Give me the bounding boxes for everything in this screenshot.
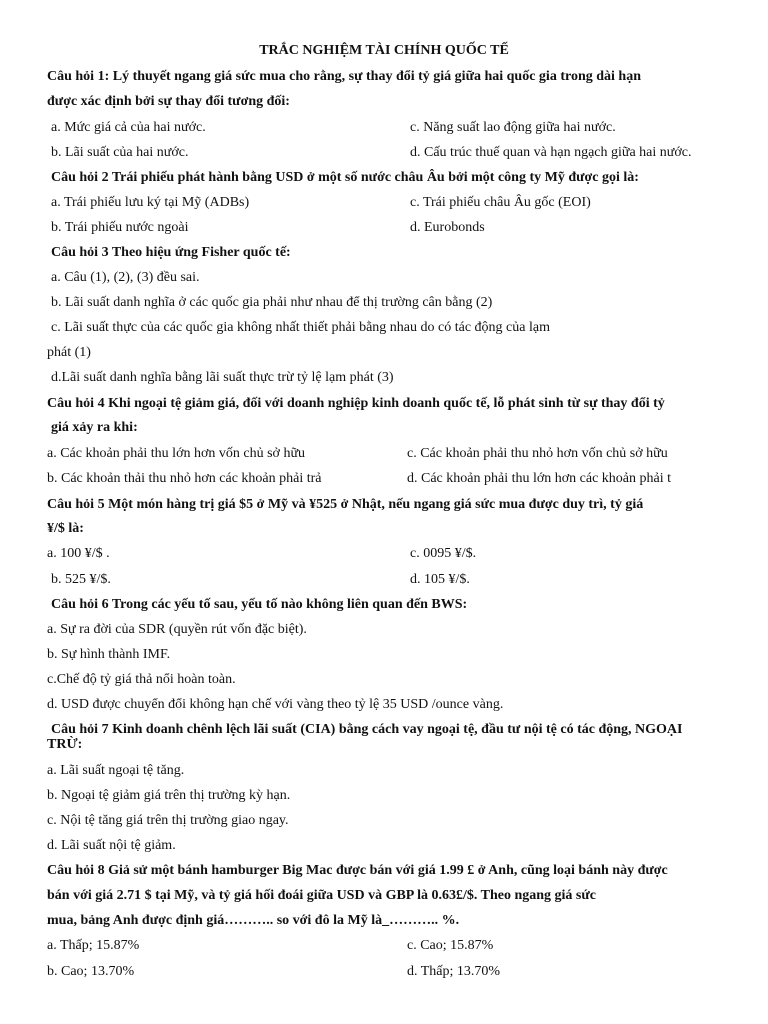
question-2-option-c: c. Trái phiếu châu Âu gốc (EOI)	[410, 195, 591, 210]
question-5-option-a: a. 100 ¥/$ .	[47, 546, 110, 561]
question-7-option-b: b. Ngoại tệ giảm giá trên thị trường kỳ hạn.	[47, 788, 291, 803]
question-1-option-a: a. Mức giá cả của hai nước.	[51, 120, 206, 135]
question-4-stem-line-1: Câu hỏi 4 Khi ngoại tệ giảm giá, đối với doanh nghiệp kinh doanh quốc tế, lỗ phát sinh từ sự thay đổi tỷ	[47, 396, 665, 411]
question-3-option-c-line-2: phát (1)	[47, 345, 91, 360]
document-title: TRẮC NGHIỆM TÀI CHÍNH QUỐC TẾ	[259, 43, 509, 58]
question-5-option-d: d. 105 ¥/$.	[410, 572, 470, 587]
question-4-option-c: c. Các khoản phải thu nhỏ hơn vốn chủ sở hữu	[407, 446, 668, 461]
question-7-stem-line-1: Câu hỏi 7 Kinh doanh chênh lệch lãi suất (CIA) bằng cách vay ngoại tệ, đầu tư nội tệ có tác động, NGOẠI	[51, 722, 683, 737]
question-3-option-d: d.Lãi suất danh nghĩa bằng lãi suất thực trừ tỷ lệ lạm phát (3)	[51, 370, 394, 385]
question-1-option-d: d. Cấu trúc thuế quan và hạn ngạch giữa hai nước.	[410, 145, 692, 160]
question-3-option-c-line-1: c. Lãi suất thực của các quốc gia không nhất thiết phải bằng nhau do có tác động của lạm	[51, 320, 550, 335]
question-8-option-d: d. Thấp; 13.70%	[407, 964, 501, 979]
question-3-stem: Câu hỏi 3 Theo hiệu ứng Fisher quốc tế:	[51, 245, 291, 260]
question-4-stem-line-2: giá xảy ra khi:	[51, 420, 138, 435]
question-3-option-a: a. Câu (1), (2), (3) đều sai.	[51, 270, 200, 285]
question-7-option-d: d. Lãi suất nội tệ giảm.	[47, 838, 176, 853]
question-2-option-a: a. Trái phiếu lưu ký tại Mỹ (ADBs)	[51, 195, 250, 210]
question-8-option-c: c. Cao; 15.87%	[407, 938, 494, 953]
question-8-stem-line-3: mua, bảng Anh được định giá……….. so với đô la Mỹ là_……….. %.	[47, 913, 460, 928]
question-6-option-d: d. USD được chuyển đổi không hạn chế với vàng theo tỷ lệ 35 USD /ounce vàng.	[47, 697, 504, 712]
question-1-stem-line-1: Câu hỏi 1: Lý thuyết ngang giá sức mua cho rằng, sự thay đổi tỷ giá giữa hai quốc gia trong dài hạn	[47, 69, 641, 84]
question-8-stem-line-1: Câu hỏi 8 Giả sử một bánh hamburger Big Mac được bán với giá 1.99 £ ở Anh, cũng loại bánh này được	[47, 863, 668, 878]
question-2-option-d: d. Eurobonds	[410, 220, 485, 235]
question-8-option-a: a. Thấp; 15.87%	[47, 938, 140, 953]
question-1-option-b: b. Lãi suất của hai nước.	[51, 145, 189, 160]
question-5-option-b: b. 525 ¥/$.	[51, 572, 111, 587]
question-5-option-c: c. 0095 ¥/$.	[410, 546, 477, 561]
question-1-stem-line-2: được xác định bởi sự thay đổi tương đối:	[47, 94, 290, 109]
question-2-stem: Câu hỏi 2 Trái phiếu phát hành bằng USD ở một số nước châu Âu bởi một công ty Mỹ được gọi là:	[51, 170, 639, 185]
question-6-option-c: c.Chế độ tỷ giá thả nổi hoàn toàn.	[47, 672, 236, 687]
question-7-stem-line-2: TRỪ:	[47, 737, 83, 752]
question-6-option-a: a. Sự ra đời của SDR (quyền rút vốn đặc biệt).	[47, 622, 307, 637]
question-6-stem: Câu hỏi 6 Trong các yếu tố sau, yếu tố nào không liên quan đến BWS:	[51, 597, 468, 612]
question-4-option-d: d. Các khoản phải thu lớn hơn các khoản phải t	[407, 471, 672, 486]
question-4-option-a: a. Các khoản phải thu lớn hơn vốn chủ sở hữu	[47, 446, 306, 461]
question-7-option-a: a. Lãi suất ngoại tệ tăng.	[47, 763, 185, 778]
question-1-option-c: c. Năng suất lao động giữa hai nước.	[410, 120, 616, 135]
question-7-option-c: c. Nội tệ tăng giá trên thị trường giao ngay.	[47, 813, 289, 828]
question-5-stem-line-1: Câu hỏi 5 Một món hàng trị giá $5 ở Mỹ và ¥525 ở Nhật, nếu ngang giá sức mua được duy trì, tỷ giá	[47, 497, 644, 512]
question-2-option-b: b. Trái phiếu nước ngoài	[51, 220, 189, 235]
question-8-stem-line-2: bán với giá 2.71 $ tại Mỹ, và tỷ giá hối đoái giữa USD và GBP là 0.63£/$. Theo ngang giá sức	[47, 888, 596, 903]
question-4-option-b: b. Các khoản thải thu nhỏ hơn các khoản phải trả	[47, 471, 322, 486]
question-6-option-b: b. Sự hình thành IMF.	[47, 647, 171, 662]
question-8-option-b: b. Cao; 13.70%	[47, 964, 135, 979]
question-3-option-b: b. Lãi suất danh nghĩa ở các quốc gia phải như nhau để thị trường cân bằng (2)	[51, 295, 493, 310]
question-5-stem-line-2: ¥/$ là:	[47, 521, 84, 536]
